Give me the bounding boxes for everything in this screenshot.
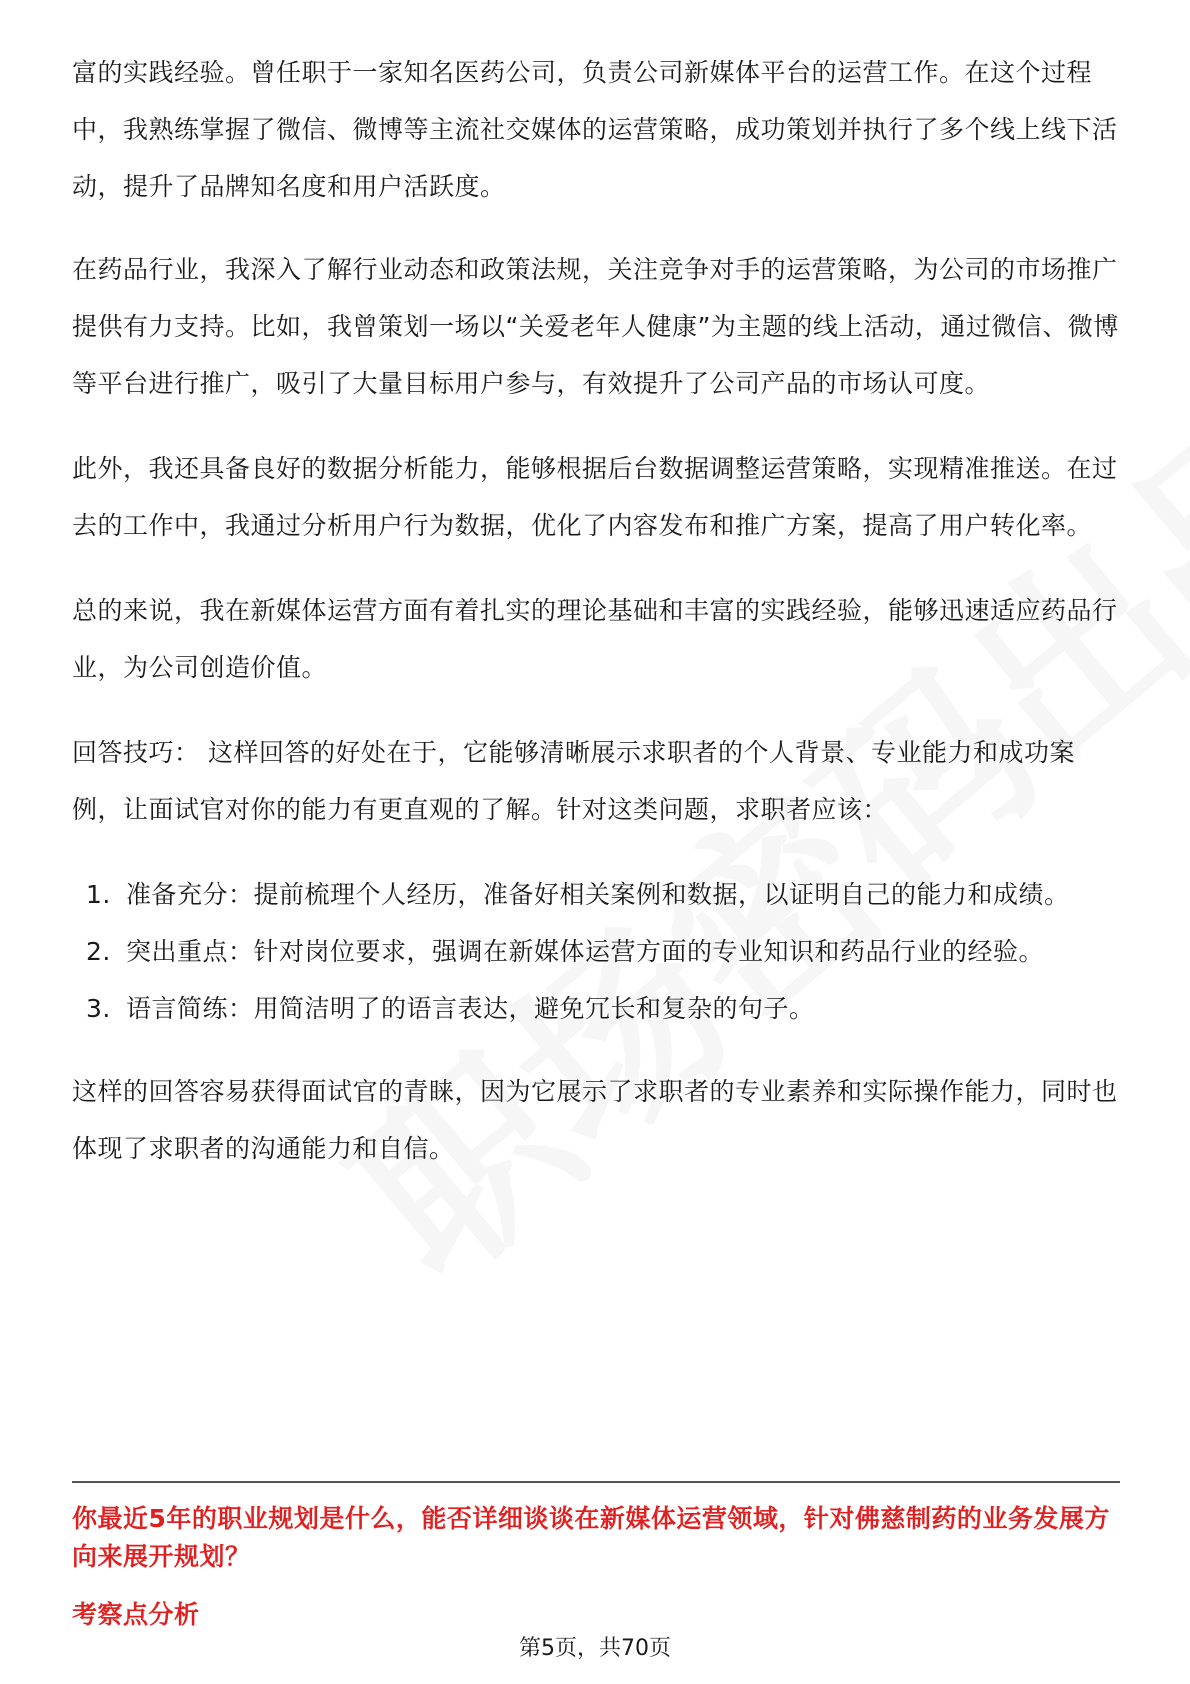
list-item-text: 语言简练：用简洁明了的语言表达，避免冗长和复杂的句子。 <box>126 994 815 1023</box>
answer-paragraph-data-analysis: 此外，我还具备良好的数据分析能力，能够根据后台数据调整运营策略，实现精准推送。在过去的工作中，我通过分析用户行为数据，优化了内容发布和推广方案，提高了用户转化率。 <box>72 454 1118 540</box>
list-item <box>72 866 1120 923</box>
page-number-footer: 第5页，共70页 <box>519 1636 671 1661</box>
list-item-number: 1. <box>86 880 111 909</box>
list-item-number: 3. <box>86 994 111 1023</box>
analysis-section-heading: 考察点分析 <box>72 1600 200 1629</box>
answer-paragraph-summary: 总的来说，我在新媒体运营方面有着扎实的理论基础和丰富的实践经验，能够迅速适应药品行业，为公司创造价值。 <box>72 596 1118 682</box>
section-divider <box>72 1481 1120 1483</box>
next-question-heading: 你最近5年的职业规划是什么，能否详细谈谈在新媒体运营领域，针对佛慈制药的业务发展方向来展开规划？ <box>72 1504 1110 1571</box>
answer-paragraph-experience: 富的实践经验。曾任职于一家知名医药公司，负责公司新媒体平台的运营工作。在这个过程中，我熟练掌握了微信、微博等主流社交媒体的运营策略，成功策划并执行了多个线上线下活动，提升了品牌知名度和用户活跃度。 <box>72 58 1118 201</box>
list-item-text: 准备充分：提前梳理个人经历，准备好相关案例和数据，以证明自己的能力和成绩。 <box>126 880 1070 909</box>
list-item-number: 2. <box>86 937 111 966</box>
list-item-text: 突出重点：针对岗位要求，强调在新媒体运营方面的专业知识和药品行业的经验。 <box>126 937 1045 966</box>
answer-tips-intro: 回答技巧： 这样回答的好处在于，它能够清晰展示求职者的个人背景、专业能力和成功案例，让面试官对你的能力有更直观的了解。针对这类问题，求职者应该： <box>72 738 1075 824</box>
list-item <box>72 923 1120 980</box>
closing-paragraph: 这样的回答容易获得面试官的青睐，因为它展示了求职者的专业素养和实际操作能力，同时也体现了求职者的沟通能力和自信。 <box>72 1077 1118 1163</box>
answer-paragraph-industry: 在药品行业，我深入了解行业动态和政策法规，关注竞争对手的运营策略，为公司的市场推广提供有力支持。比如，我曾策划一场以“关爱老年人健康”为主题的线上活动，通过微信、微博等平台进行推广，吸引了大量目标用户参与，有效提升了公司产品的市场认可度。 <box>72 255 1119 398</box>
list-item <box>72 980 1120 1037</box>
answer-body <box>72 44 1120 1205</box>
tips-list <box>72 866 1120 1037</box>
